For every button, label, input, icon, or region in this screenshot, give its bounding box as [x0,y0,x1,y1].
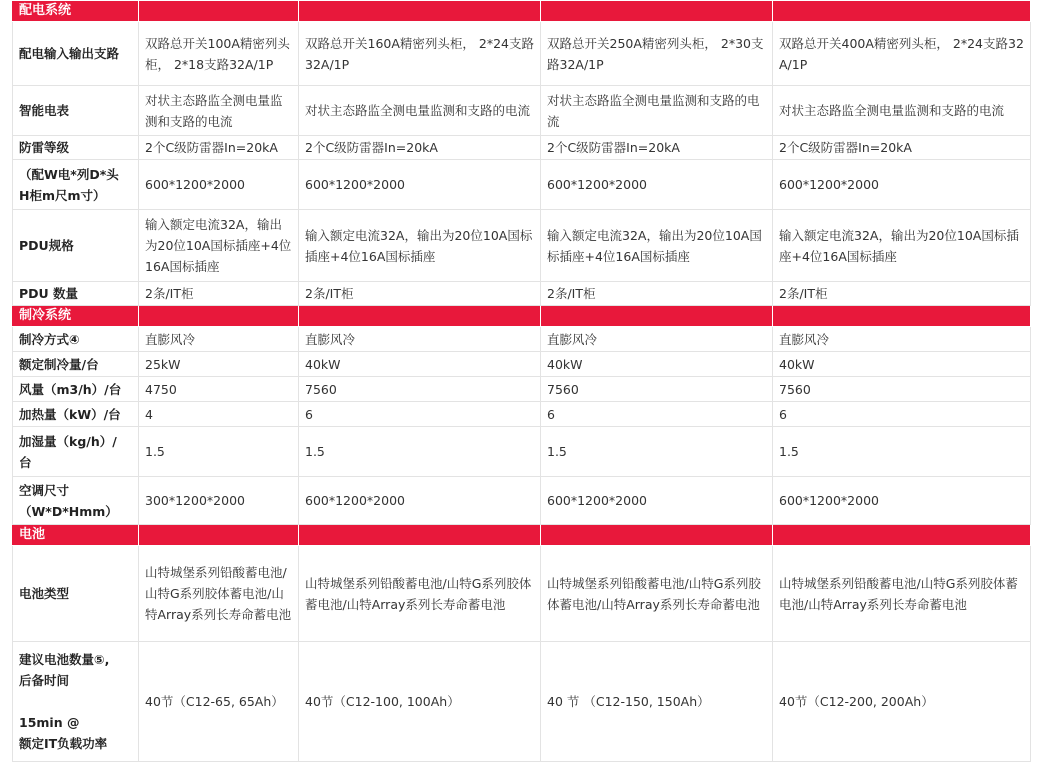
row-value-col-1: 4750 [139,377,299,402]
section-header [13,306,1031,327]
row-value-col-3: 直膨风冷 [541,327,773,352]
row-value-col-4: 直膨风冷 [773,327,1031,352]
section-header-cell [541,525,773,546]
row-value-col-3: 40kW [541,352,773,377]
row-value-col-2: 40kW [299,352,541,377]
row-value-col-2: 对状主态路监全测电量监测和支路的电流 [299,86,541,136]
row-label-line: 15min @ [19,715,80,730]
row-label [13,282,139,306]
row-value-col-4: 6 [773,402,1031,427]
row-value-col-4: 7560 [773,377,1031,402]
row-value-col-2: 1.5 [299,427,541,477]
section-header-cell [773,306,1031,327]
row-value-col-4: 2个C级防雷器In=20kA [773,136,1031,160]
table-row [13,22,1031,86]
row-value-col-3: 600*1200*2000 [541,160,773,210]
table-row [13,352,1031,377]
row-value-col-4: 40kW [773,352,1031,377]
section-header-cell [139,1,299,22]
row-value-col-1: 双路总开关100A精密列头柜， 2*18支路32A/1P [139,22,299,86]
table-row [13,402,1031,427]
section-header-cell [541,306,773,327]
section-header [13,525,1031,546]
table-row [13,642,1031,762]
row-label [13,377,139,402]
row-value-col-1: 600*1200*2000 [139,160,299,210]
row-label-line: 空调尺寸 [19,482,70,498]
row-label-line: PDU 数量 [19,286,79,301]
row-label-line: 额定IT负载功率 [19,736,108,751]
row-label-line: 智能电表 [19,103,70,118]
section-title: 电池 [13,525,139,546]
row-value-col-2: 山特城堡系列铅酸蓄电池/山特G系列胶体蓄电池/山特Array系列长寿命蓄电池 [299,546,541,642]
row-value-col-4: 600*1200*2000 [773,477,1031,525]
row-label-line: 后备时间 [19,673,70,688]
table-row [13,327,1031,352]
row-value-col-2: 输入额定电流32A，输出为20位10A国标插座+4位16A国标插座 [299,210,541,282]
spec-table-body [13,1,1031,762]
table-row [13,427,1031,477]
row-label-line: 台 [19,454,32,470]
row-value-col-1: 山特城堡系列铅酸蓄电池/山特G系列胶体蓄电池/山特Array系列长寿命蓄电池 [139,546,299,642]
section-header [13,1,1031,22]
row-label-line: 额定制冷量/台 [19,356,99,372]
row-value-col-4: 600*1200*2000 [773,160,1031,210]
row-label-line: 风量（m3/h）/台 [19,381,122,397]
row-value-col-2: 600*1200*2000 [299,477,541,525]
row-value-col-3: 600*1200*2000 [541,477,773,525]
table-row [13,160,1031,210]
row-value-col-4: 输入额定电流32A，输出为20位10A国标插座+4位16A国标插座 [773,210,1031,282]
row-label [13,86,139,136]
row-label [13,22,139,86]
row-value-col-1: 输入额定电流32A，输出为20位10A国标插座+4位16A国标插座 [139,210,299,282]
table-row [13,377,1031,402]
row-label-line: 建议电池数量⑤, [19,652,110,667]
row-value-col-1: 1.5 [139,427,299,477]
row-value-col-4: 对状主态路监全测电量监测和支路的电流 [773,86,1031,136]
row-label [13,352,139,377]
row-value-col-3: 2条/IT柜 [541,282,773,306]
row-label-line: 防雷等级 [19,140,70,155]
row-value-col-4: 40节（C12-200, 200Ah） [773,642,1031,762]
row-value-col-3: 对状主态路监全测电量监测和支路的电流 [541,86,773,136]
section-header-cell [139,525,299,546]
row-value-col-3: 2个C级防雷器In=20kA [541,136,773,160]
row-value-col-4: 2条/IT柜 [773,282,1031,306]
row-value-col-1: 300*1200*2000 [139,477,299,525]
section-title: 配电系统 [13,1,139,22]
row-value-col-2: 2个C级防雷器In=20kA [299,136,541,160]
row-label-line: （W*D*Hmm） [19,503,118,519]
row-value-col-2: 40节（C12-100, 100Ah） [299,642,541,762]
section-title: 制冷系统 [13,306,139,327]
row-value-col-1: 2条/IT柜 [139,282,299,306]
row-label [13,427,139,477]
row-label [13,477,139,525]
section-header-cell [773,1,1031,22]
row-label-line [19,691,132,712]
row-label-line: 配电输入输出支路 [19,46,120,61]
row-value-col-2: 双路总开关160A精密列头柜， 2*24支路32A/1P [299,22,541,86]
row-value-col-4: 双路总开关400A精密列头柜， 2*24支路32A/1P [773,22,1031,86]
row-value-col-2: 6 [299,402,541,427]
row-label [13,136,139,160]
table-row [13,136,1031,160]
row-value-col-3: 双路总开关250A精密列头柜， 2*30支路32A/1P [541,22,773,86]
spec-table [12,0,1031,762]
row-value-col-3: 山特城堡系列铅酸蓄电池/山特G系列胶体蓄电池/山特Array系列长寿命蓄电池 [541,546,773,642]
table-row [13,86,1031,136]
row-value-col-3: 7560 [541,377,773,402]
section-header-cell [299,306,541,327]
row-label-line: 制冷方式④ [19,331,80,347]
section-header-cell [299,525,541,546]
row-label-line: PDU规格 [19,238,74,253]
row-value-col-2: 直膨风冷 [299,327,541,352]
section-header-cell [299,1,541,22]
row-value-col-4: 1.5 [773,427,1031,477]
row-label-line: （配W电*列D*头 [19,166,119,182]
row-value-col-3: 6 [541,402,773,427]
row-value-col-1: 40节（C12-65, 65Ah） [139,642,299,762]
row-label [13,327,139,352]
row-label-line: 加热量（kW）/台 [19,406,121,422]
row-value-col-3: 40 节 （C12-150, 150Ah） [541,642,773,762]
table-row [13,477,1031,525]
row-value-col-2: 2条/IT柜 [299,282,541,306]
table-row [13,546,1031,642]
table-row [13,210,1031,282]
row-label [13,402,139,427]
section-header-cell [541,1,773,22]
row-value-col-3: 1.5 [541,427,773,477]
row-value-col-1: 直膨风冷 [139,327,299,352]
row-label-line: 加湿量（kg/h）/ [19,433,117,449]
row-label [13,546,139,642]
row-value-col-1: 2个C级防雷器In=20kA [139,136,299,160]
row-value-col-2: 7560 [299,377,541,402]
row-value-col-1: 25kW [139,352,299,377]
row-value-col-3: 输入额定电流32A，输出为20位10A国标插座+4位16A国标插座 [541,210,773,282]
row-label [13,210,139,282]
row-value-col-1: 4 [139,402,299,427]
table-row [13,282,1031,306]
row-label [13,642,139,762]
section-header-cell [139,306,299,327]
row-label [13,160,139,210]
row-label-line: H柜m尺m寸） [19,187,106,203]
row-value-col-4: 山特城堡系列铅酸蓄电池/山特G系列胶体蓄电池/山特Array系列长寿命蓄电池 [773,546,1031,642]
row-value-col-1: 对状主态路监全测电量监测和支路的电流 [139,86,299,136]
row-value-col-2: 600*1200*2000 [299,160,541,210]
row-label-line: 电池类型 [19,586,70,601]
section-header-cell [773,525,1031,546]
